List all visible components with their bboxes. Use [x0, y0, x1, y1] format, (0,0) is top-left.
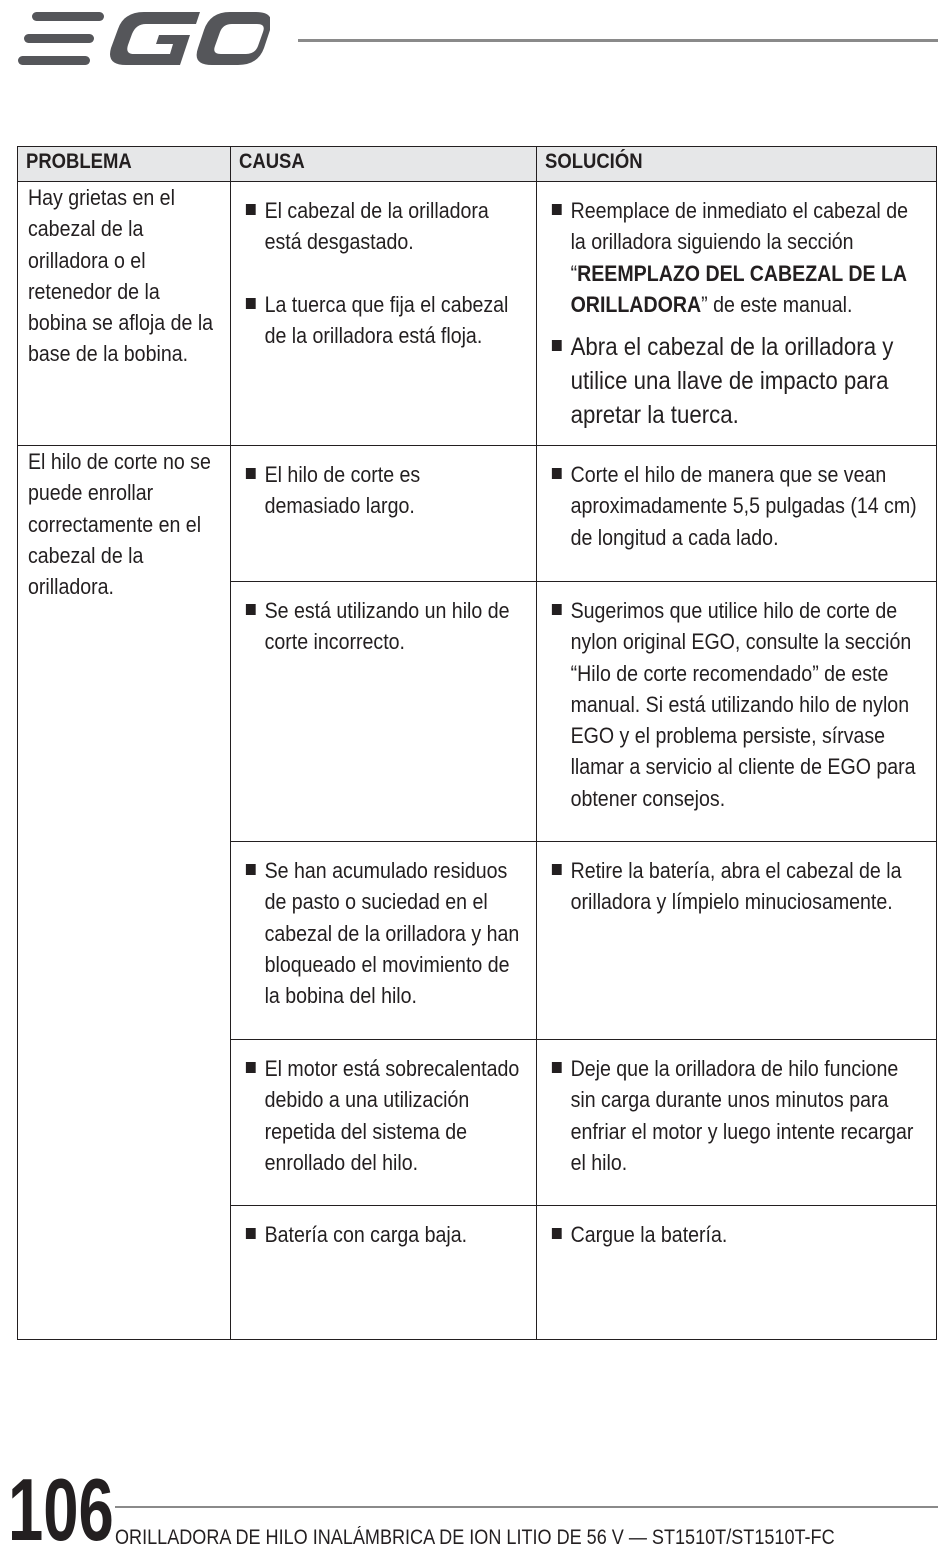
solution-item: Corte el hilo de manera que se vean aproximadamente 5,5 pulgadas (14 cm) de longitud a cada lado. [551, 459, 921, 553]
page-number: 106 [8, 1460, 114, 1559]
table-row [18, 182, 937, 446]
cause-cell [231, 182, 537, 446]
cause-cell [231, 842, 537, 1040]
cause-item: La tuerca que fija el cabezal de la orilladora está floja. [245, 289, 521, 352]
solution-item: Deje que la orilladora de hilo funcione sin carga durante unos minutos para enfriar el motor y luego intente recargar el hilo. [551, 1053, 921, 1178]
cause-cell [231, 446, 537, 582]
solution-cell [537, 842, 937, 1040]
troubleshooting-table [17, 146, 937, 1340]
solution-cell [537, 1040, 937, 1206]
cause-cell [231, 1040, 537, 1206]
footer-rule [115, 1506, 938, 1508]
solution-cell [537, 582, 937, 842]
table-row [18, 446, 937, 582]
solution-cell [537, 182, 937, 446]
cause-item: Se han acumulado residuos de pasto o suciedad en el cabezal de la orilladora y han bloqueado el movimiento de la bobina del hilo. [245, 855, 521, 1011]
header-problem: PROBLEMA [18, 147, 231, 182]
solution-item: Sugerimos que utilice hilo de corte de nylon original EGO, consulte la sección “Hilo de corte recomendado” de este manual. Si está utilizando hilo de nylon EGO y el problema persiste, sírvase llamar a servicio al cliente de EGO para obtener consejos. [551, 595, 921, 814]
cause-item: Batería con carga baja. [245, 1219, 521, 1250]
cause-item: El hilo de corte es demasiado largo. [245, 459, 521, 522]
solution-item: Retire la batería, abra el cabezal de la orilladora y límpielo minuciosamente. [551, 855, 921, 918]
cause-item: El cabezal de la orilladora está desgastado. [245, 195, 521, 258]
problem-cell: Hay grietas en el cabezal de la orilladora o el retenedor de la bobina se afloja de la base de la bobina. [18, 182, 231, 446]
cause-item: Se está utilizando un hilo de corte incorrecto. [245, 595, 521, 658]
solution-item: Reemplace de inmediato el cabezal de la orilladora siguiendo la sección “REEMPLAZO DEL CABEZAL DE LA ORILLADORA” de este manual. [551, 195, 921, 320]
cause-item: El motor está sobrecalentado debido a una utilización repetida del sistema de enrollado del hilo. [245, 1053, 521, 1178]
header-rule [298, 39, 938, 42]
ego-logo [18, 12, 270, 66]
table-header-row [18, 147, 937, 182]
solution-cell [537, 1206, 937, 1340]
cause-cell [231, 582, 537, 842]
cause-cell [231, 1206, 537, 1340]
footer-title: ORILLADORA DE HILO INALÁMBRICA DE ION LITIO DE 56 V — ST1510T/ST1510T-FC [115, 1526, 835, 1549]
solution-cell [537, 446, 937, 582]
problem-cell: El hilo de corte no se puede enrollar correctamente en el cabezal de la orilladora. [18, 446, 231, 1340]
solution-item: Cargue la batería. [551, 1219, 921, 1250]
header-cause: CAUSA [231, 147, 537, 182]
header-solution: SOLUCIÓN [537, 147, 937, 182]
solution-item: Abra el cabezal de la orilladora y utilice una llave de impacto para apretar la tuerca. [551, 330, 921, 432]
